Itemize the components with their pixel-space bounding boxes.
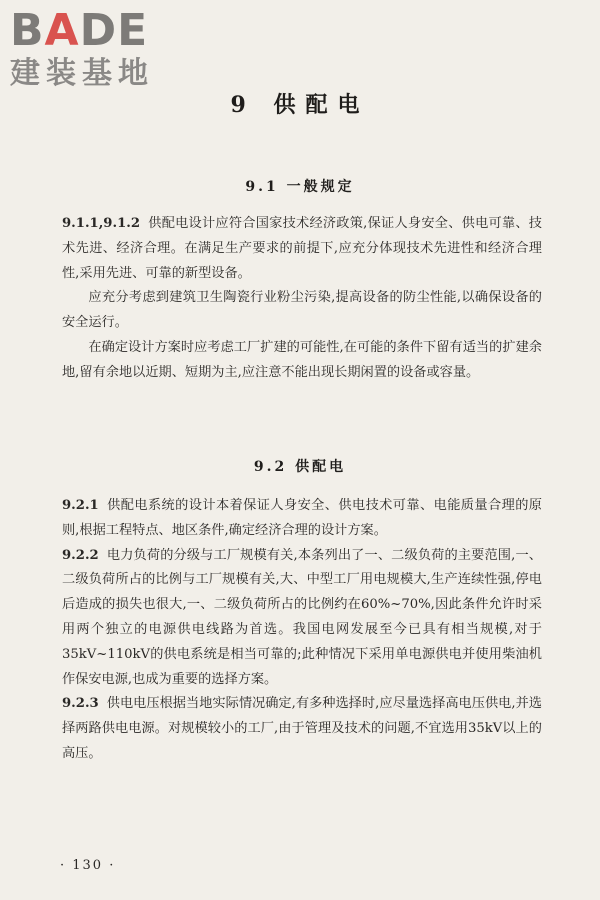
paragraph bbox=[62, 212, 542, 286]
section-title-9-1: 9.1 一般规定 bbox=[245, 179, 355, 195]
clause-number: 9.2.3 bbox=[62, 696, 99, 712]
clause-number: 9.2.2 bbox=[62, 547, 99, 563]
paragraph bbox=[62, 544, 542, 693]
page-number: · 130 · bbox=[60, 858, 116, 873]
logo-subtitle: 建装基地 bbox=[10, 56, 154, 91]
clause-number: 9.2.1 bbox=[62, 498, 99, 513]
paragraph bbox=[62, 692, 542, 766]
section-title-9-2: 9.2 供配电 bbox=[253, 459, 347, 475]
logo-wordmark: BADE bbox=[10, 5, 149, 56]
paragraph-text: 电力负荷的分级与工厂规模有关,本条列出了一、二级负荷的主要范围,一、二级负荷所占的比例与工厂规模有关,大、中型工厂用电规模大,生产连续性强,停电后造成的损失也很大,一、二级负荷所占的比例约在60%~70%,因此条件允许时采用两个独立的电源供电线路为首选。我国电网发展至今已具有相当规模,对于35kV~110kV的供电系统是相当可靠的;此种情况下采用单电源供电并使用柴油机作保安电源,也成为重要的选择方案。 bbox=[62, 547, 542, 687]
section-body-9-2 bbox=[62, 494, 542, 767]
paragraph bbox=[62, 494, 542, 544]
section-body-9-1 bbox=[62, 212, 542, 386]
chapter-title: 9 供配电 bbox=[230, 92, 370, 118]
bade-logo bbox=[10, 5, 180, 92]
paragraph-text: 供电电压根据当地实际情况确定,有多种选择时,应尽量选择高电压供电,并选择两路供电电源。对规模较小的工厂,由于管理及技术的问题,不宜选用35kV以上的高压。 bbox=[62, 696, 542, 761]
paragraph: 在确定设计方案时应考虑工厂扩建的可能性,在可能的条件下留有适当的扩建余地,留有余地以近期、短期为主,应注意不能出现长期闲置的设备或容量。 bbox=[62, 339, 542, 380]
paragraph-text: 供配电系统的设计本着保证人身安全、供电技术可靠、电能质量合理的原则,根据工程特点、地区条件,确定经济合理的设计方案。 bbox=[62, 498, 542, 538]
clause-number: 9.1.1,9.1.2 bbox=[62, 216, 141, 231]
paragraph-text: 供配电设计应符合国家技术经济政策,保证人身安全、供电可靠、技术先进、经济合理。在满足生产要求的前提下,应充分体现技术先进性和经济合理性,采用先进、可靠的新型设备。 bbox=[62, 216, 542, 281]
paragraph: 应充分考虑到建筑卫生陶瓷行业粉尘污染,提高设备的防尘性能,以确保设备的安全运行。 bbox=[62, 290, 542, 331]
